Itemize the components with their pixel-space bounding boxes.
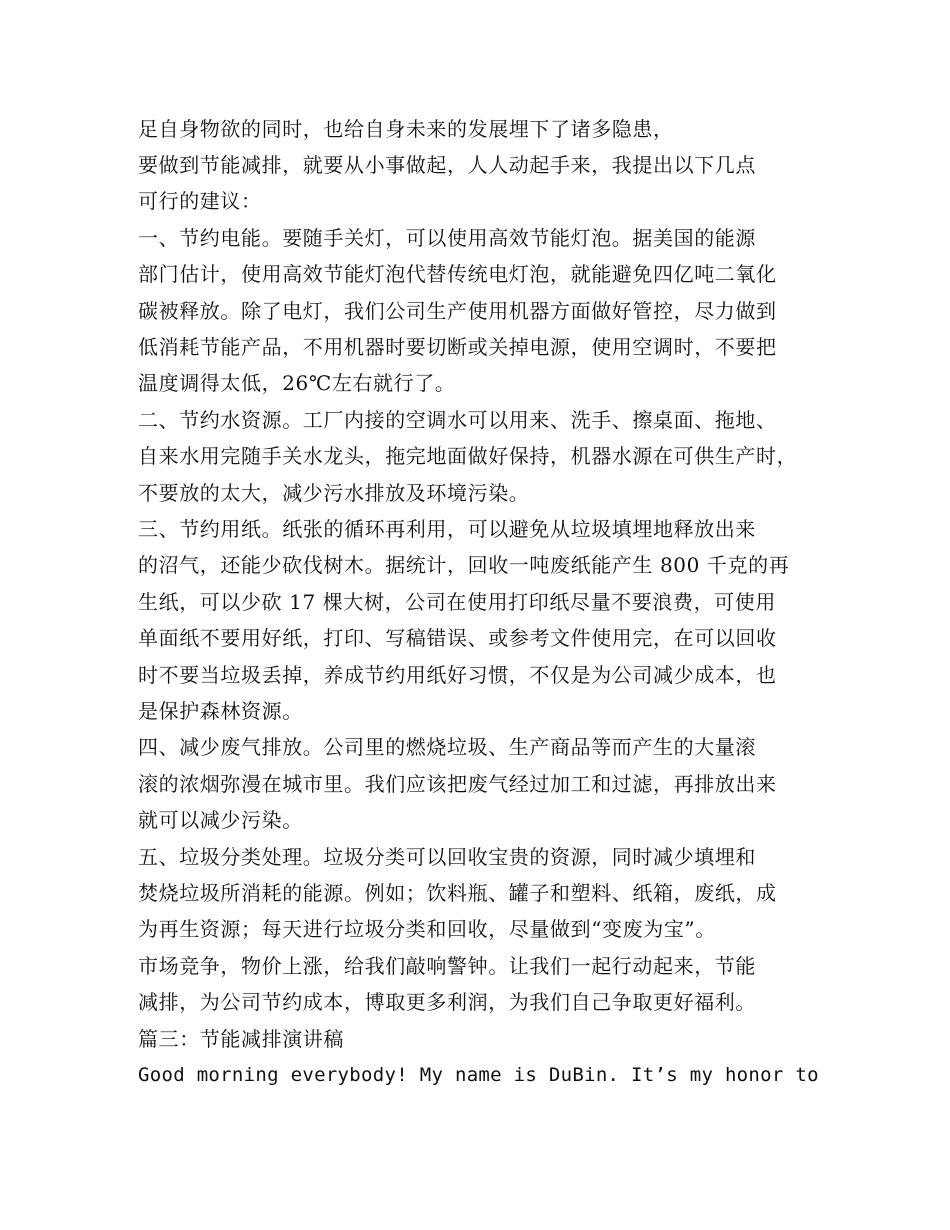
text-line-4: 一、节约电能。要随手关灯，可以使用高效节能灯泡。据美国的能源 <box>138 226 756 250</box>
text-line-3: 可行的建议： <box>138 189 262 213</box>
text-line-6: 碳被释放。除了电灯，我们公司生产使用机器方面做好管控，尽力做到 <box>138 299 777 323</box>
text-line-27: Good morning everybody! My name is DuBin. It’s my honor to <box>138 1064 819 1086</box>
text-line-17: 是保护森林资源。 <box>138 699 303 723</box>
text-line-5: 部门估计，使用高效节能灯泡代替传统电灯泡，就能避免四亿吨二氧化 <box>138 262 777 286</box>
text-line-10: 自来水用完随手关水龙头，拖完地面做好保持，机器水源在可供生产时， <box>138 444 798 468</box>
text-line-14: 生纸，可以少砍 17 棵大树，公司在使用打印纸尽量不要浪费，可使用 <box>138 590 776 614</box>
text-line-21: 五、垃圾分类处理。垃圾分类可以回收宝贵的资源，同时减少填埋和 <box>138 845 756 869</box>
text-line-13: 的沼气，还能少砍伐树木。据统计，回收一吨废纸能产生 800 千克的再 <box>138 553 790 577</box>
text-line-23: 为再生资源；每天进行垃圾分类和回收，尽量做到“变废为宝”。 <box>138 917 716 941</box>
text-line-24: 市场竞争，物价上涨，给我们敲响警钟。让我们一起行动起来，节能 <box>138 954 756 978</box>
text-line-8: 温度调得太低，26℃左右就行了。 <box>138 371 456 395</box>
text-line-12: 三、节约用纸。纸张的循环再利用，可以避免从垃圾填埋地释放出来 <box>138 517 756 541</box>
text-line-22: 焚烧垃圾所消耗的能源。例如；饮料瓶、罐子和塑料、纸箱，废纸，成 <box>138 881 777 905</box>
text-line-1: 足自身物欲的同时，也给自身未来的发展埋下了诸多隐患， <box>138 117 674 141</box>
text-line-18: 四、减少废气排放。公司里的燃烧垃圾、生产商品等而产生的大量滚 <box>138 735 756 759</box>
text-line-7: 低消耗节能产品，不用机器时要切断或关掉电源，使用空调时，不要把 <box>138 335 777 359</box>
section-heading: 篇三：节能减排演讲稿 <box>138 1027 344 1051</box>
text-line-2: 要做到节能减排，就要从小事做起，人人动起手来，我提出以下几点 <box>138 153 756 177</box>
text-line-11: 不要放的太大，减少污水排放及环境污染。 <box>138 481 530 505</box>
text-line-16: 时不要当垃圾丢掉，养成节约用纸好习惯，不仅是为公司减少成本，也 <box>138 663 777 687</box>
text-line-15: 单面纸不要用好纸，打印、写稿错误、或参考文件使用完，在可以回收 <box>138 626 777 650</box>
text-line-25: 减排，为公司节约成本，博取更多利润，为我们自己争取更好福利。 <box>138 990 756 1014</box>
text-line-20: 就可以减少污染。 <box>138 808 303 832</box>
text-line-19: 滚的浓烟弥漫在城市里。我们应该把废气经过加工和过滤，再排放出来 <box>138 772 777 796</box>
text-line-9: 二、节约水资源。工厂内接的空调水可以用来、洗手、擦桌面、拖地、 <box>138 408 777 432</box>
